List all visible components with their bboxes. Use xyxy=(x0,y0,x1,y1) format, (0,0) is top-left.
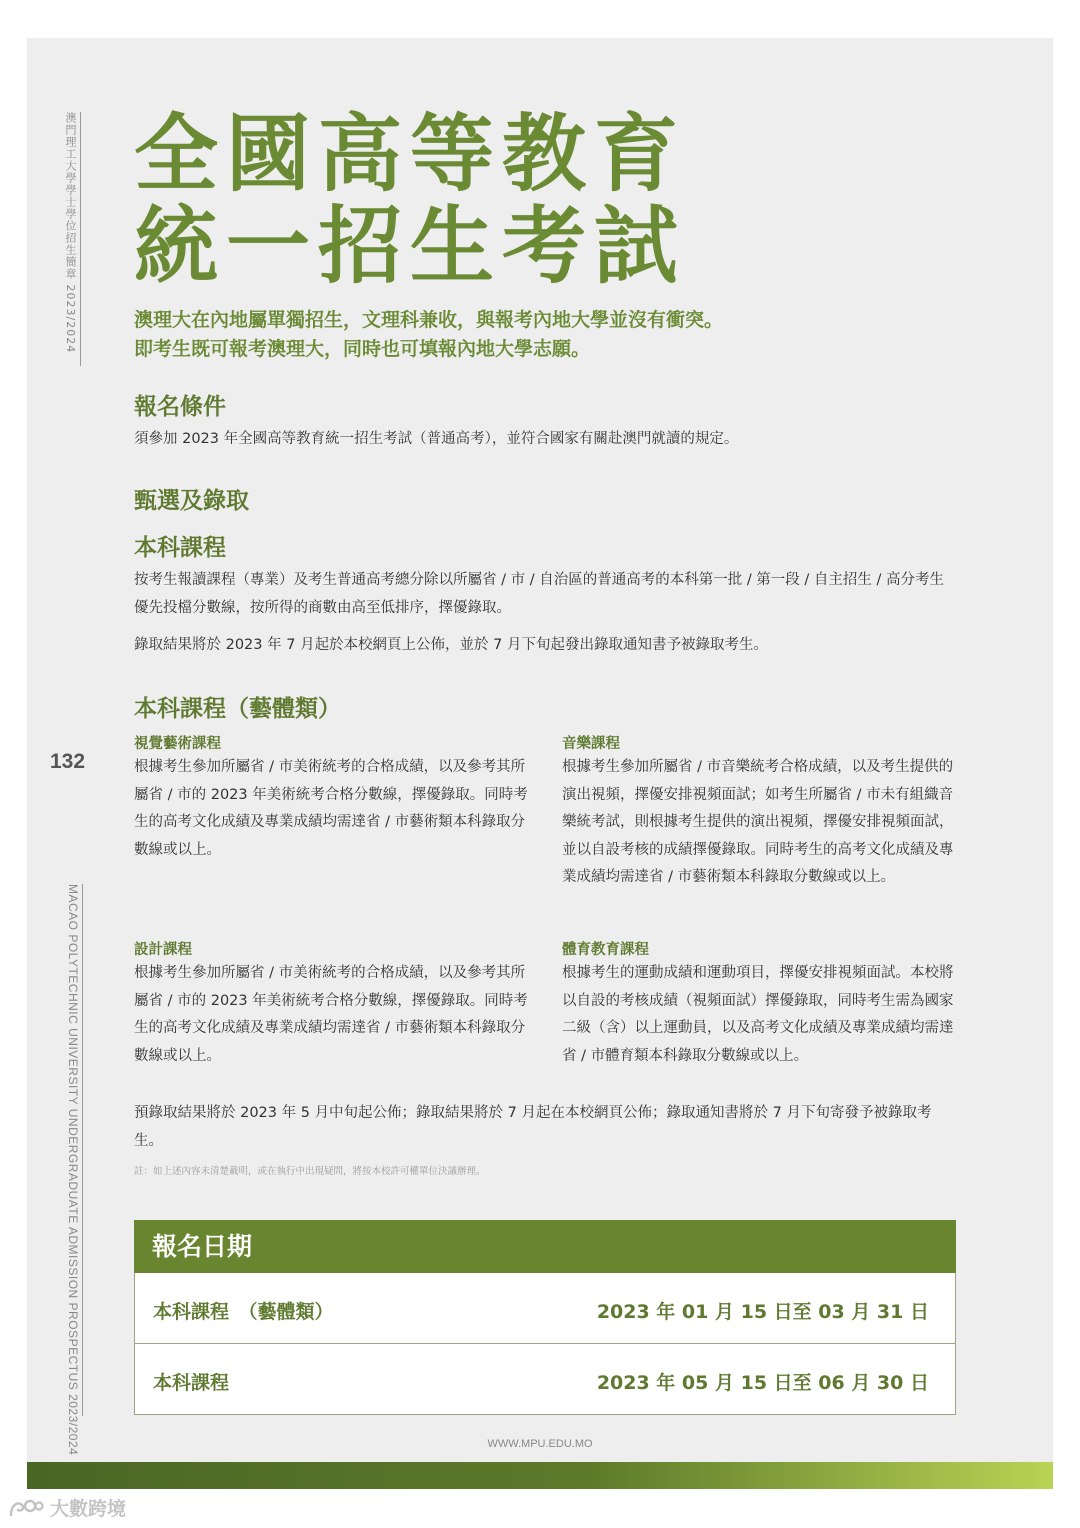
footnote: 註：如上述內容未清楚載明，或在執行中出現疑問，將按本校許可權單位決議辦理。 xyxy=(134,1166,486,1177)
hero-title-line-2: 統一招生考試 xyxy=(134,197,687,295)
program-title: 體育教育課程 xyxy=(562,942,649,958)
hero-title-line-1: 全國高等教育 xyxy=(134,105,687,203)
undergrad-result-text: 錄取結果將於 2023 年 7 月起於本校網頁上公佈，並於 7 月下旬起發出錄取通知書予被錄取考生。 xyxy=(134,637,769,653)
requirements-text: 須參加 2023 年全國高等教育統一招生考試（普通高考），並符合國家有關赴澳門就讀的規定。 xyxy=(134,431,739,447)
application-dates-heading: 報名日期 xyxy=(134,1220,956,1273)
result-announcement-text: 預錄取結果將於 2023 年 5 月中旬起公佈；錄取結果將於 7 月起在本校網頁公佈；錄取通知書將於 7 月下旬寄發予被錄取考生。 xyxy=(134,1105,932,1149)
page-number: 132 xyxy=(50,750,86,773)
application-dates-table xyxy=(134,1220,956,1415)
date-row-label: 本科課程 xyxy=(153,1372,230,1394)
footer-url: WWW.MPU.EDU.MO xyxy=(487,1438,593,1450)
undergrad-heading: 本科課程 xyxy=(134,535,226,561)
program-text: 根據考生參加所屬省 / 市美術統考的合格成績，以及參考其所屬省 / 市的 2023 年美術統考合格分數線，擇優錄取。同時考生的高考文化成績及專業成績均需達省 / 市藝術類本科錄取分數線或以上。 xyxy=(134,759,528,858)
program-design xyxy=(134,940,530,1070)
program-title: 音樂課程 xyxy=(562,736,620,752)
watermark-logo-icon xyxy=(8,1497,44,1519)
bottom-gradient-bar xyxy=(27,1462,1053,1489)
side-running-title-english: MACAO POLYTECHNIC UNIVERSITY UNDERGRADUATE ADMISSION PROSPECTUS 2023/2024 xyxy=(60,884,83,1416)
intro-line-2: 即考生既可報考澳理大，同時也可填報內地大學志願。 xyxy=(134,338,591,360)
requirements-heading: 報名條件 xyxy=(134,394,226,420)
side-running-title: 澳門理工大學學士學位招生簡章 2023/2024 xyxy=(62,112,81,366)
hero-title xyxy=(134,105,687,295)
selection-heading: 甄選及錄取 xyxy=(134,488,249,514)
program-text: 根據考生參加所屬省 / 市音樂統考合格成績，以及考生提供的演出視頻，擇優安排視頻面試；如考生所屬省 / 市未有組織音樂統考試，則根據考生提供的演出視頻，擇優安排視頻面試，並以自設考核的成績擇優錄取。同時考生的高考文化成績及專業成績均需達省 / 市藝術類本科錄取分數線或以上。 xyxy=(562,759,954,885)
undergrad-text: 按考生報讀課程（專業）及考生普通高考總分除以所屬省 / 市 / 自治區的普通高考的本科第一批 / 第一段 / 自主招生 / 高分考生優先投檔分數線，按所得的商數由高至低排序，擇優錄取。 xyxy=(134,572,945,616)
program-visual-arts xyxy=(134,734,530,864)
date-row-value: 2023 年 05 月 15 日至 06 月 30 日 xyxy=(596,1372,929,1394)
program-physical-education xyxy=(562,940,958,1070)
table-row xyxy=(134,1273,956,1344)
program-music xyxy=(562,734,958,892)
watermark-text: 大數跨境 xyxy=(50,1498,127,1520)
date-row-label: 本科課程 （藝體類） xyxy=(153,1301,334,1323)
table-row xyxy=(134,1344,956,1415)
program-text: 根據考生參加所屬省 / 市美術統考的合格成績，以及參考其所屬省 / 市的 2023 年美術統考合格分數線，擇優錄取。同時考生的高考文化成績及專業成績均需達省 / 市藝術類本科錄取分數線或以上。 xyxy=(134,965,528,1064)
intro-line-1: 澳理大在內地屬單獨招生，文理科兼收，與報考內地大學並沒有衝突。 xyxy=(134,309,724,331)
arts-sports-heading: 本科課程（藝體類） xyxy=(134,696,341,722)
program-text: 根據考生的運動成績和運動項目，擇優安排視頻面試。本校將以自設的考核成績（視頻面試）擇優錄取，同時考生需為國家二級（含）以上運動員，以及高考文化成績及專業成績均需達省 / 市體育類本科錄取分數線或以上。 xyxy=(562,965,954,1064)
program-title: 視覺藝術課程 xyxy=(134,736,221,752)
watermark xyxy=(8,1494,126,1521)
intro-statement xyxy=(134,306,723,364)
date-row-value: 2023 年 01 月 15 日至 03 月 31 日 xyxy=(596,1301,929,1323)
program-title: 設計課程 xyxy=(134,942,192,958)
